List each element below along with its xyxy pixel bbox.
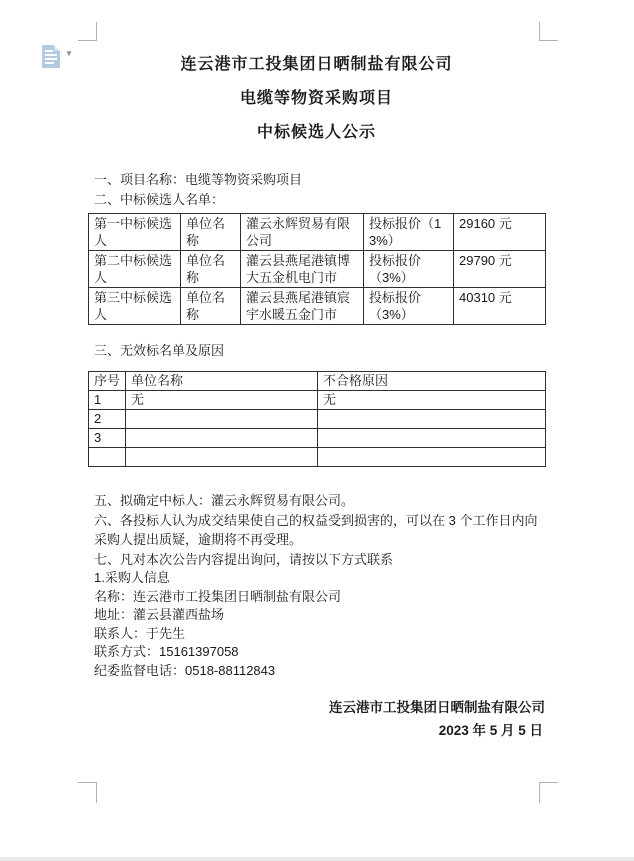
purchaser-name-line: 名称：连云港市工投集团日晒制盐有限公司 [94, 588, 342, 604]
unit-name-label-cell: 单位名称 [181, 251, 241, 288]
company-name-cell: 灌云县燕尾港镇宸宇水暖五金门市 [241, 288, 364, 325]
table-row [89, 448, 546, 467]
section-3-invalid-heading: 三、无效标名单及原因 [94, 343, 225, 358]
crop-mark-bottom-left [78, 782, 97, 803]
serial-cell: 1 [89, 391, 126, 410]
unit-name-label-cell: 单位名称 [181, 214, 241, 251]
reason-header-cell: 不合格原因 [318, 372, 546, 391]
unit-name-cell [126, 448, 318, 467]
serial-header-cell: 序号 [89, 372, 126, 391]
title-announcement: 中标候选人公示 [256, 124, 376, 141]
reason-cell [318, 429, 546, 448]
paste-options-button[interactable] [41, 44, 75, 70]
serial-cell: 2 [89, 410, 126, 429]
purchaser-address-line: 地址：灌云县灌西盐场 [94, 607, 225, 622]
supervision-phone-line: 纪委监督电话：0518-88112843 [94, 662, 276, 678]
chevron-down-icon[interactable]: ▼ [65, 49, 73, 58]
paste-options-icon [41, 44, 62, 74]
bid-price-value-cell: 29790 元 [454, 251, 546, 288]
candidate-rank-cell: 第二中标候选人 [89, 251, 181, 288]
unit-name-label-cell: 单位名称 [181, 288, 241, 325]
table-row [89, 391, 546, 410]
bid-price-value-cell: 29160 元 [454, 214, 546, 251]
purchaser-info-block [94, 569, 545, 680]
candidate-rank-cell: 第三中标候选人 [89, 288, 181, 325]
section-6-objection-notice: 六、各投标人认为成交结果使自己的权益受到损害的，可以在 3 个工作日内向采购人提出质疑，逾期将不再受理。 [94, 512, 538, 547]
table-row [89, 429, 546, 448]
unit-name-cell: 无 [126, 391, 318, 410]
title-company: 连云港市工投集团日晒制盐有限公司 [180, 56, 453, 73]
signature-block [88, 696, 545, 742]
reason-cell [318, 410, 546, 429]
unit-name-header-cell: 单位名称 [126, 372, 318, 391]
unit-name-cell [126, 410, 318, 429]
document-page [88, 0, 545, 742]
document-title-block [88, 0, 545, 150]
signature-date: 2023 年 5 月 5 日 [438, 723, 543, 738]
candidates-table [88, 213, 546, 325]
table-row [89, 288, 546, 325]
table-row [89, 214, 546, 251]
serial-cell [89, 448, 126, 467]
scrollbar-strip[interactable] [0, 857, 634, 861]
section-2-candidates-heading: 二、中标候选人名单： [94, 192, 225, 207]
section-7-contact-heading: 七、凡对本次公告内容提出询问，请按以下方式联系 [94, 551, 394, 567]
bid-price-label-cell: 投标报价（13%） [364, 214, 454, 251]
company-name-cell: 灌云永辉贸易有限公司 [241, 214, 364, 251]
table-row [89, 410, 546, 429]
purchaser-info-title: 1.采购人信息 [94, 570, 170, 585]
bid-price-label-cell: 投标报价（3%） [364, 251, 454, 288]
title-project: 电缆等物资采购项目 [239, 90, 393, 107]
bid-price-label-cell: 投标报价（3%） [364, 288, 454, 325]
candidate-rank-cell: 第一中标候选人 [89, 214, 181, 251]
invalid-bids-table [88, 371, 546, 467]
reason-cell [318, 448, 546, 467]
unit-name-cell [126, 429, 318, 448]
table-header-row [89, 372, 546, 391]
bid-price-value-cell: 40310 元 [454, 288, 546, 325]
section-5-winner: 五、拟确定中标人：灌云永辉贸易有限公司。 [94, 493, 355, 508]
section-1-project-name: 一、项目名称：电缆等物资采购项目 [94, 172, 303, 187]
crop-mark-bottom-right [539, 782, 558, 803]
contact-person-line: 联系人：于先生 [94, 625, 186, 641]
contact-phone-line: 联系方式：15161397058 [94, 644, 239, 659]
company-name-cell: 灌云县燕尾港镇博大五金机电门市 [241, 251, 364, 288]
table-row [89, 251, 546, 288]
signature-company: 连云港市工投集团日晒制盐有限公司 [329, 700, 545, 715]
reason-cell: 无 [318, 391, 546, 410]
serial-cell: 3 [89, 429, 126, 448]
